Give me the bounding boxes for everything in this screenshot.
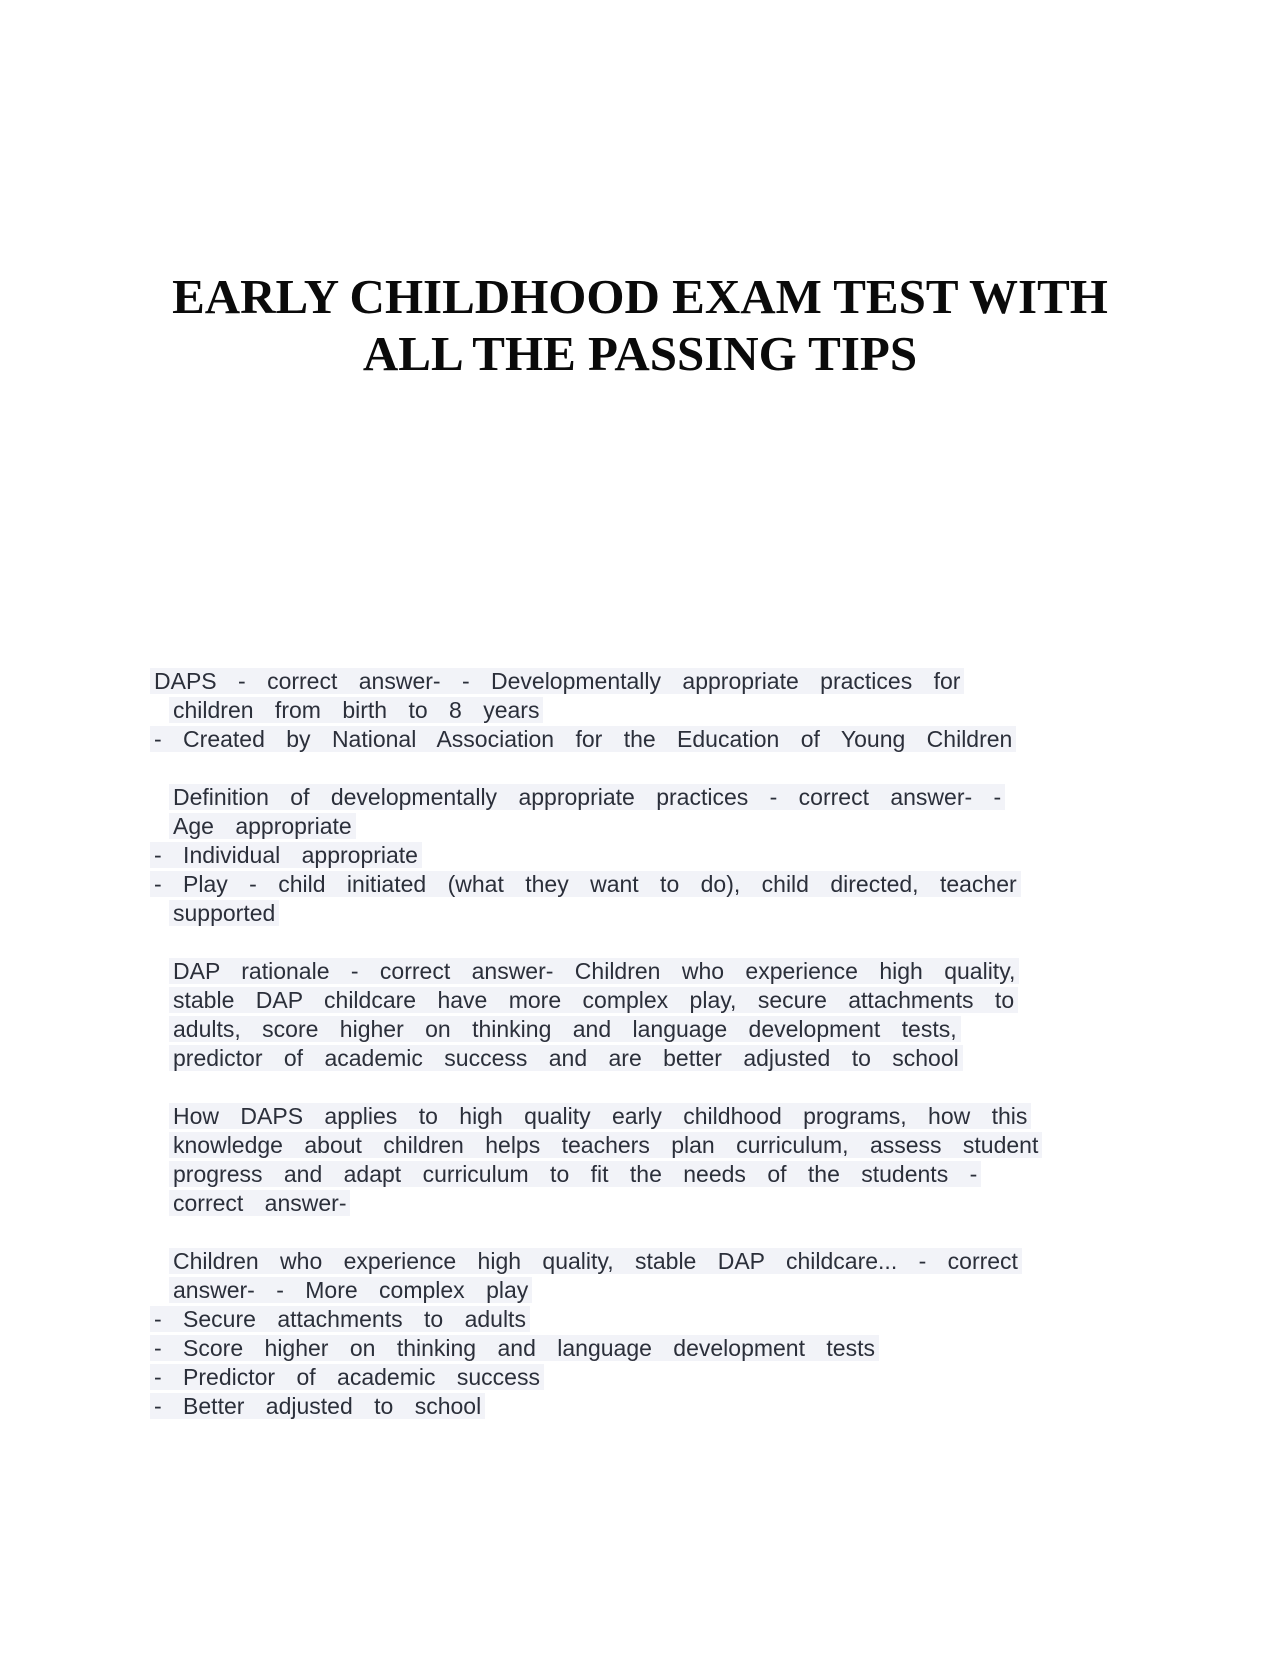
line-text: correct answer- [169, 1190, 350, 1216]
paragraph-gap [150, 1218, 1130, 1247]
line-text: - Better adjusted to school [150, 1393, 485, 1419]
line-text: Definition of developmentally appropriate practices - correct answer- - [169, 784, 1005, 810]
line-text: DAPS - correct answer- - Developmentally appropriate practices for [150, 668, 964, 694]
line-text: Children who experience high quality, stable DAP childcare... - correct [169, 1248, 1022, 1274]
title-line-2: ALL THE PASSING TIPS [362, 326, 918, 381]
paragraph-gap [150, 928, 1130, 957]
qa-block-how-daps-applies [150, 1102, 1130, 1218]
text-line [150, 1044, 1130, 1073]
document-body [150, 667, 1130, 1421]
line-text: How DAPS applies to high quality early childhood programs, how this [169, 1103, 1031, 1129]
line-text: answer- - More complex play [169, 1277, 532, 1303]
line-text: - Individual appropriate [150, 842, 422, 868]
text-line [150, 1305, 1130, 1334]
line-text: knowledge about children helps teachers plan curriculum, assess student [169, 1132, 1042, 1158]
line-text: - Created by National Association for the Education of Young Children [150, 726, 1016, 752]
line-text: - Score higher on thinking and language development tests [150, 1335, 879, 1361]
text-line [150, 783, 1130, 812]
line-text: - Predictor of academic success [150, 1364, 544, 1390]
text-line [150, 957, 1130, 986]
paragraph-gap [150, 754, 1130, 783]
line-text: predictor of academic success and are better adjusted to school [169, 1045, 963, 1071]
document-title [140, 268, 1140, 382]
text-line [150, 1160, 1130, 1189]
qa-block-dap-childcare [150, 1247, 1130, 1421]
text-line [150, 725, 1130, 754]
text-line [150, 1015, 1130, 1044]
qa-block-definition [150, 783, 1130, 928]
line-text: children from birth to 8 years [169, 697, 543, 723]
text-line [150, 986, 1130, 1015]
paragraph-gap [150, 1073, 1130, 1102]
text-line [150, 696, 1130, 725]
text-line [150, 1334, 1130, 1363]
line-text: progress and adapt curriculum to fit the needs of the students - [169, 1161, 981, 1187]
text-line [150, 1247, 1130, 1276]
text-line [150, 1392, 1130, 1421]
text-line [150, 1102, 1130, 1131]
text-line [150, 1276, 1130, 1305]
line-text: adults, score higher on thinking and language development tests, [169, 1016, 961, 1042]
text-line [150, 1363, 1130, 1392]
qa-block-daps [150, 667, 1130, 754]
text-line [150, 841, 1130, 870]
qa-block-dap-rationale [150, 957, 1130, 1073]
text-line [150, 812, 1130, 841]
text-line [150, 667, 1130, 696]
text-line [150, 870, 1130, 899]
title-line-1: EARLY CHILDHOOD EXAM TEST WITH [172, 269, 1108, 324]
line-text: stable DAP childcare have more complex play, secure attachments to [169, 987, 1018, 1013]
line-text: DAP rationale - correct answer- Children who experience high quality, [169, 958, 1019, 984]
text-line [150, 1131, 1130, 1160]
line-text: - Play - child initiated (what they want to do), child directed, teacher [150, 871, 1021, 897]
line-text: - Secure attachments to adults [150, 1306, 530, 1332]
line-text: supported [169, 900, 279, 926]
text-line [150, 899, 1130, 928]
text-line [150, 1189, 1130, 1218]
line-text: Age appropriate [169, 813, 356, 839]
